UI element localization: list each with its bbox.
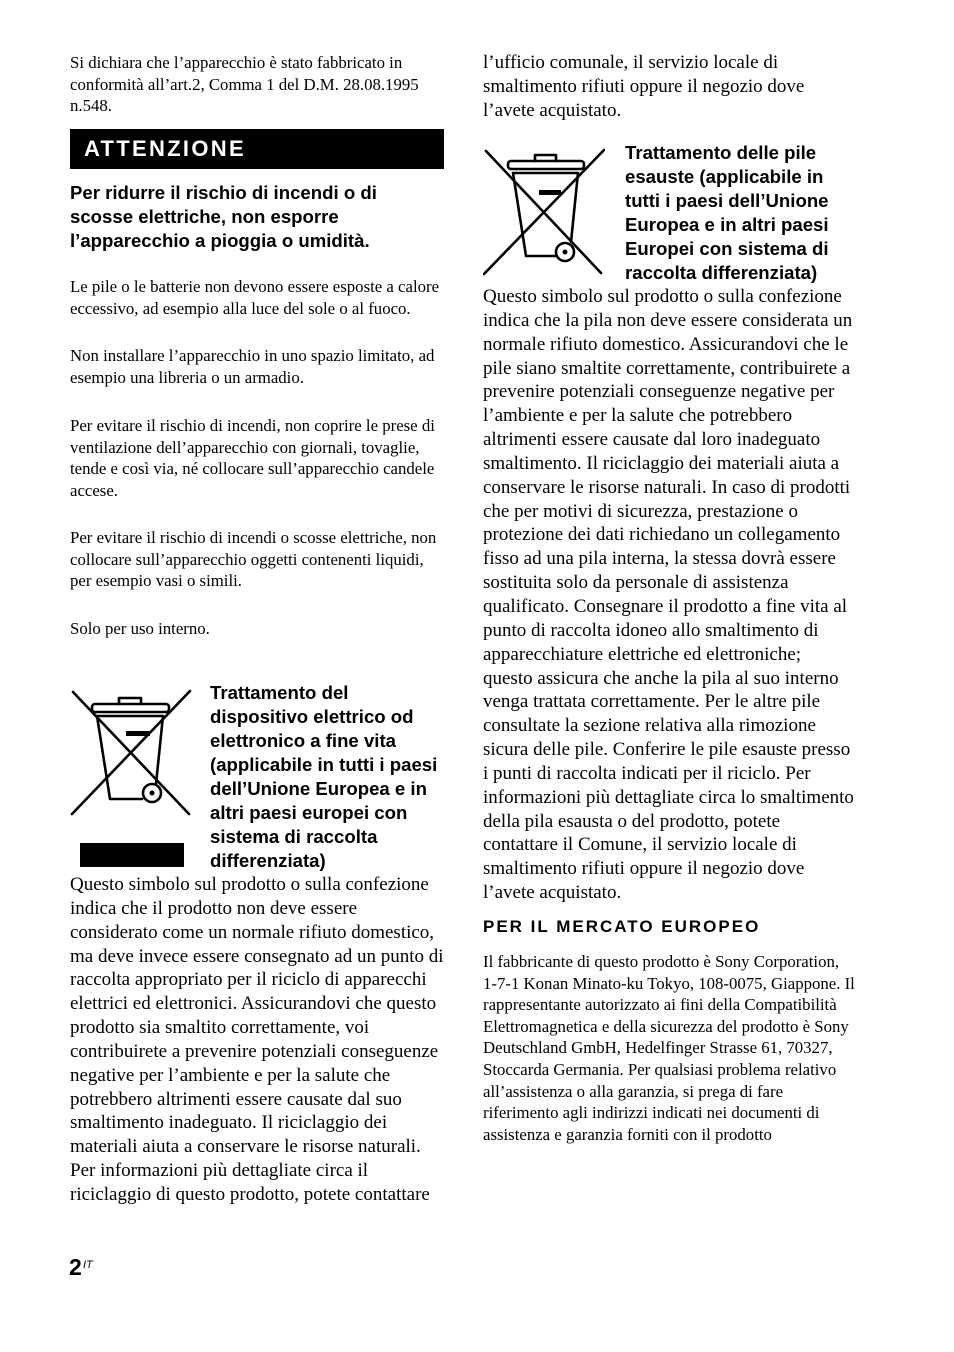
text-line: contattare il Comune, il servizio locale di xyxy=(483,834,797,856)
text-line: riferimento agli indirizzi indicati nei documenti di xyxy=(483,1103,820,1123)
weee-device-heading xyxy=(210,681,437,873)
notice-indoor-use xyxy=(70,618,210,640)
text-line: i punti di raccolta indicati per il riciclo. Per xyxy=(483,762,811,784)
bin-wheel-hub xyxy=(563,250,568,255)
text-line: Per evitare il rischio di incendi o scosse elettriche, non xyxy=(70,528,437,547)
text-line: Si dichiara che l’apparecchio è stato fabbricato in xyxy=(70,53,403,72)
text-line: Le pile o le batterie non devono essere esposte a calore xyxy=(70,277,440,296)
text-line: Questo simbolo sul prodotto o sulla confezione xyxy=(483,286,842,307)
battery-heading xyxy=(625,141,829,285)
bin-lid xyxy=(92,704,169,712)
text-line: normale rifiuto domestico. Assicurandovi che le xyxy=(483,333,849,355)
warning-banner xyxy=(70,129,444,169)
text-line: eccessivo, ad esempio alla luce del sole o al fuoco. xyxy=(70,298,411,318)
text-line: sicura delle pile. Conferire le pile esauste presso xyxy=(483,739,851,761)
text-line: indica che la pila non deve essere considerata un xyxy=(483,309,853,331)
text-line: Per informazioni più dettagliate circa il xyxy=(70,1160,369,1182)
text-line: fisso ad una pila interna, la stessa dovrà essere xyxy=(483,548,836,570)
text-line: potrebbero altrimenti essere causate dal suo xyxy=(70,1088,402,1110)
page-number: 2 xyxy=(69,1254,82,1280)
text-line: qualificato. Consegnare il prodotto a fine vita al xyxy=(483,595,848,617)
text-line: prodotto sia smaltito correttamente, voi xyxy=(70,1017,370,1039)
text-line: Questo simbolo sul prodotto o sulla confezione xyxy=(70,874,429,895)
text-line: pile siano smaltite correttamente, contribuirete a xyxy=(483,357,851,379)
text-line: che per motivi di sicurezza, prestazione o xyxy=(483,500,798,522)
text-line: accese. xyxy=(70,480,118,500)
text-line: negative per l’ambiente e per la salute che xyxy=(70,1064,391,1086)
text-line: rappresentante autorizzato ai fini della Compatibilità xyxy=(483,995,837,1015)
text-line: smaltimento inadeguato. Il riciclaggio dei xyxy=(70,1112,388,1134)
text-line: Elettromagnetica e della sicurezza del prodotto è Sony xyxy=(483,1016,849,1036)
text-line: prevenire potenziali conseguenze negative per xyxy=(483,381,835,403)
text-line: smaltimento rifiuti oppure il negozio dove xyxy=(483,858,805,880)
conformity-declaration xyxy=(70,52,419,117)
text-line: tutti i paesi dell’Unione xyxy=(625,190,829,211)
text-line: considerato come un normale rifiuto domestico, xyxy=(70,921,435,943)
text-line: l’apparecchio a pioggia o umidità. xyxy=(70,230,370,251)
text-line: collocare sull’apparecchio oggetti contenenti liquidi, xyxy=(70,549,424,569)
text-line: raccolta appropriato per il riciclo di apparecchi xyxy=(70,969,427,991)
text-line: l’avete acquistato. xyxy=(483,99,622,121)
text-line: scosse elettriche, non esporre xyxy=(70,206,339,227)
text-line: elettrici ed elettronici. Assicurandovi che questo xyxy=(70,993,437,1015)
text-line: punto di raccolta idoneo allo smaltimento di xyxy=(483,619,819,641)
text-line: smaltimento rifiuti oppure il negozio dove xyxy=(483,75,805,97)
text-line: Per ridurre il rischio di incendi o di xyxy=(70,182,377,203)
bin-label-bar xyxy=(539,190,561,195)
crossed-out-wheelie-bin-icon xyxy=(70,689,192,817)
crossed-out-wheelie-bin-icon xyxy=(483,148,605,276)
text-line: smaltimento. Il riciclaggio dei materiali aiuta a xyxy=(483,452,840,474)
text-line: indica che il prodotto non deve essere xyxy=(70,897,358,919)
text-line: dispositivo elettrico od xyxy=(210,706,414,727)
text-line: Europei con sistema di xyxy=(625,238,829,259)
text-line: conservare le risorse naturali. In caso di prodotti xyxy=(483,476,851,498)
european-market-heading: PER IL MERCATO EUROPEO xyxy=(483,917,761,936)
text-line: ventilazione dell’apparecchio con giornali, tovaglie, xyxy=(70,437,420,457)
text-line: Deutschland GmbH, Hedelfinger Strasse 61, 70327, xyxy=(483,1038,833,1058)
text-line: ma deve invece essere consegnato ad un punto di xyxy=(70,945,444,967)
weee-solid-bar xyxy=(80,843,184,867)
text-line: all’assistenza o alla garanzia, si prega di fare xyxy=(483,1081,784,1101)
text-line: questo assicura che anche la pila al suo interno xyxy=(483,667,839,689)
text-line: sistema di raccolta xyxy=(210,826,378,847)
text-line: Non installare l’apparecchio in uno spazio limitato, ad xyxy=(70,346,435,365)
text-line: protezione dei dati richiedano un collegamento xyxy=(483,524,841,546)
text-line: della pila esausta o del prodotto, potete xyxy=(483,810,781,832)
text-line: Trattamento del xyxy=(210,682,349,703)
text-line: sostituita solo da personale di assistenza xyxy=(483,572,789,594)
bin-label-bar xyxy=(126,731,150,736)
text-line: altri paesi europei con xyxy=(210,802,408,823)
text-line: 1-7-1 Konan Minato-ku Tokyo, 108-0075, Giappone. Il xyxy=(483,973,855,993)
battery-body xyxy=(483,285,854,905)
bin-wheel-hub xyxy=(150,791,155,796)
text-line: differenziata) xyxy=(210,850,326,871)
text-line: l’ambiente e per la salute che potrebbero xyxy=(483,405,793,427)
notice-installation-space xyxy=(70,345,434,388)
text-line: Il fabbricante di questo prodotto è Sony Corporation, xyxy=(483,952,840,971)
warning-heading xyxy=(70,181,377,253)
text-line: consultate la sezione relativa alla rimozione xyxy=(483,715,816,737)
text-line: tende e così via, né collocare sull’apparecchio candele xyxy=(70,459,435,479)
notice-liquids xyxy=(70,527,436,592)
text-line: per esempio vasi o simili. xyxy=(70,571,242,591)
text-line: dell’Unione Europea e in xyxy=(210,778,427,799)
manufacturer-info xyxy=(483,951,855,1145)
text-line: l’ufficio comunale, il servizio locale di xyxy=(483,52,779,73)
text-line: Europea e in altri paesi xyxy=(625,214,829,235)
text-line: informazioni più dettagliate circa lo smaltimento xyxy=(483,786,854,808)
notice-ventilation xyxy=(70,415,435,501)
text-line: Trattamento delle pile xyxy=(625,142,817,163)
text-line: l’avete acquistato. xyxy=(483,882,622,904)
text-line: apparecchiature elettriche ed elettroniche; xyxy=(483,643,802,665)
notice-battery-heat xyxy=(70,276,439,319)
text-line: Stoccarda Germania. Per qualsiasi problema relativo xyxy=(483,1059,837,1079)
weee-device-body xyxy=(70,873,444,1207)
text-line: Per evitare il rischio di incendi, non coprire le prese di xyxy=(70,416,435,435)
text-line: venga trattata correttamente. Per le altre pile xyxy=(483,691,821,713)
text-line: n.548. xyxy=(70,96,112,116)
text-line: altrimenti essere causate dal loro inadeguato xyxy=(483,429,821,451)
text-line: Solo per uso interno. xyxy=(70,619,210,638)
warning-banner-title: ATTENZIONE xyxy=(84,136,246,161)
text-line: esempio una libreria o un armadio. xyxy=(70,367,304,387)
text-line: raccolta differenziata) xyxy=(625,262,818,283)
text-line: esauste (applicabile in xyxy=(625,166,824,187)
text-line: elettronico a fine vita xyxy=(210,730,396,751)
text-line: (applicabile in tutti i paesi xyxy=(210,754,438,775)
text-line: conformità all’art.2, Comma 1 del D.M. 28.08.1995 xyxy=(70,74,419,94)
text-line: contribuirete a prevenire potenziali conseguenze xyxy=(70,1040,439,1062)
bin-lid xyxy=(508,161,584,169)
text-line: assistenza e garanzia forniti con il prodotto xyxy=(483,1124,772,1144)
page-language-code: IT xyxy=(83,1259,93,1271)
text-line: materiali aiuta a conservare le risorse naturali. xyxy=(70,1136,421,1158)
text-line: riciclaggio di questo prodotto, potete contattare xyxy=(70,1183,430,1205)
weee-device-body-continued xyxy=(483,51,804,123)
